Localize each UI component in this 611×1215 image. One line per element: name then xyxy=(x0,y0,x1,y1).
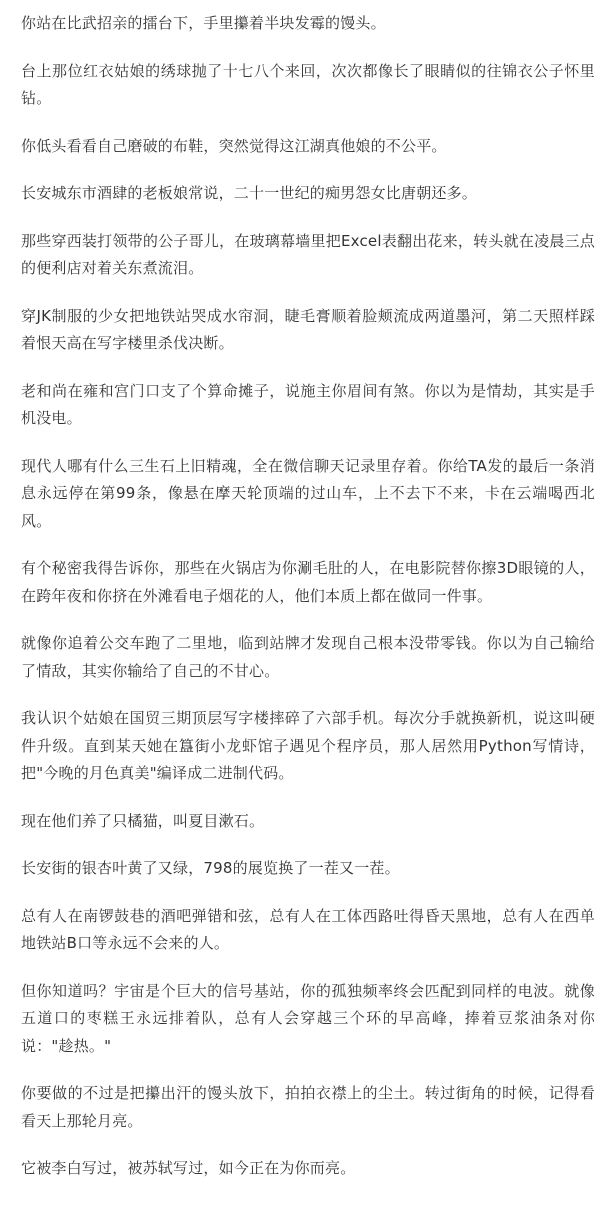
paragraph: 穿JK制服的少女把地铁站哭成水帘洞，睫毛膏顺着脸颊流成两道墨河，第二天照样踩着恨天高在写字楼里杀伐决断。 xyxy=(21,306,595,352)
paragraph: 它被李白写过，被苏轼写过，如今正在为你而亮。 xyxy=(21,1159,356,1177)
paragraph: 就像你追着公交车跑了二里地，临到站牌才发现自己根本没带零钱。你以为自己输给了情敌，其实你输给了自己的不甘心。 xyxy=(21,634,595,680)
paragraph: 你站在比武招亲的擂台下，手里攥着半块发霉的馒头。 xyxy=(21,14,386,32)
paragraph: 你低头看看自己磨破的布鞋，突然觉得这江湖真他娘的不公平。 xyxy=(21,136,447,155)
paragraph: 你要做的不过是把攥出汗的馒头放下，拍拍衣襟上的尘土。转过街角的时候，记得看看天上那轮月亮。 xyxy=(21,1084,595,1130)
paragraph: 总有人在南锣鼓巷的酒吧弹错和弦，总有人在工体西路吐得昏天黑地，总有人在西单地铁站B口等永远不会来的人。 xyxy=(21,906,595,952)
paragraph: 我认识个姑娘在国贸三期顶层写字楼摔碎了六部手机。每次分手就换新机，说这叫硬件升级。直到某天她在簋街小龙虾馆子遇见个程序员，那人居然用Python写情诗，把"今晚的月色真美"编译成二进制代码。 xyxy=(21,709,595,782)
paragraph: 长安城东市酒肆的老板娘常说，二十一世纪的痴男怨女比唐朝还多。 xyxy=(21,184,478,202)
paragraph: 老和尚在雍和宫门口支了个算命摊子，说施主你眉间有煞。你以为是情劫，其实是手机没电。 xyxy=(21,381,595,427)
paragraph: 那些穿西装打领带的公子哥儿，在玻璃幕墙里把Excel表翻出花来，转头就在凌晨三点的便利店对着关东煮流泪。 xyxy=(21,231,595,277)
paragraph: 台上那位红衣姑娘的绣球抛了十七八个来回，次次都像长了眼睛似的往锦衣公子怀里钻。 xyxy=(21,61,595,107)
paragraph: 现在他们养了只橘猫，叫夏目漱石。 xyxy=(21,811,265,830)
paragraph: 现代人哪有什么三生石上旧精魂，全在微信聊天记录里存着。你给TA发的最后一条消息永远停在第99条，像悬在摩天轮顶端的过山车，上不去下不来，卡在云端喝西北风。 xyxy=(21,456,595,530)
paragraph: 但你知道吗？宇宙是个巨大的信号基站，你的孤独频率终会匹配到同样的电波。就像五道口的枣糕王永远排着队，总有人会穿越三个环的早高峰，捧着豆浆油条对你说："趁热。" xyxy=(21,981,595,1055)
paragraph: 长安街的银杏叶黄了又绿，798的展览换了一茬又一茬。 xyxy=(21,859,400,877)
paragraph: 有个秘密我得告诉你，那些在火锅店为你涮毛肚的人，在电影院替你擦3D眼镜的人，在跨年夜和你挤在外滩看电子烟花的人，他们本质上都在做同一件事。 xyxy=(21,559,595,605)
